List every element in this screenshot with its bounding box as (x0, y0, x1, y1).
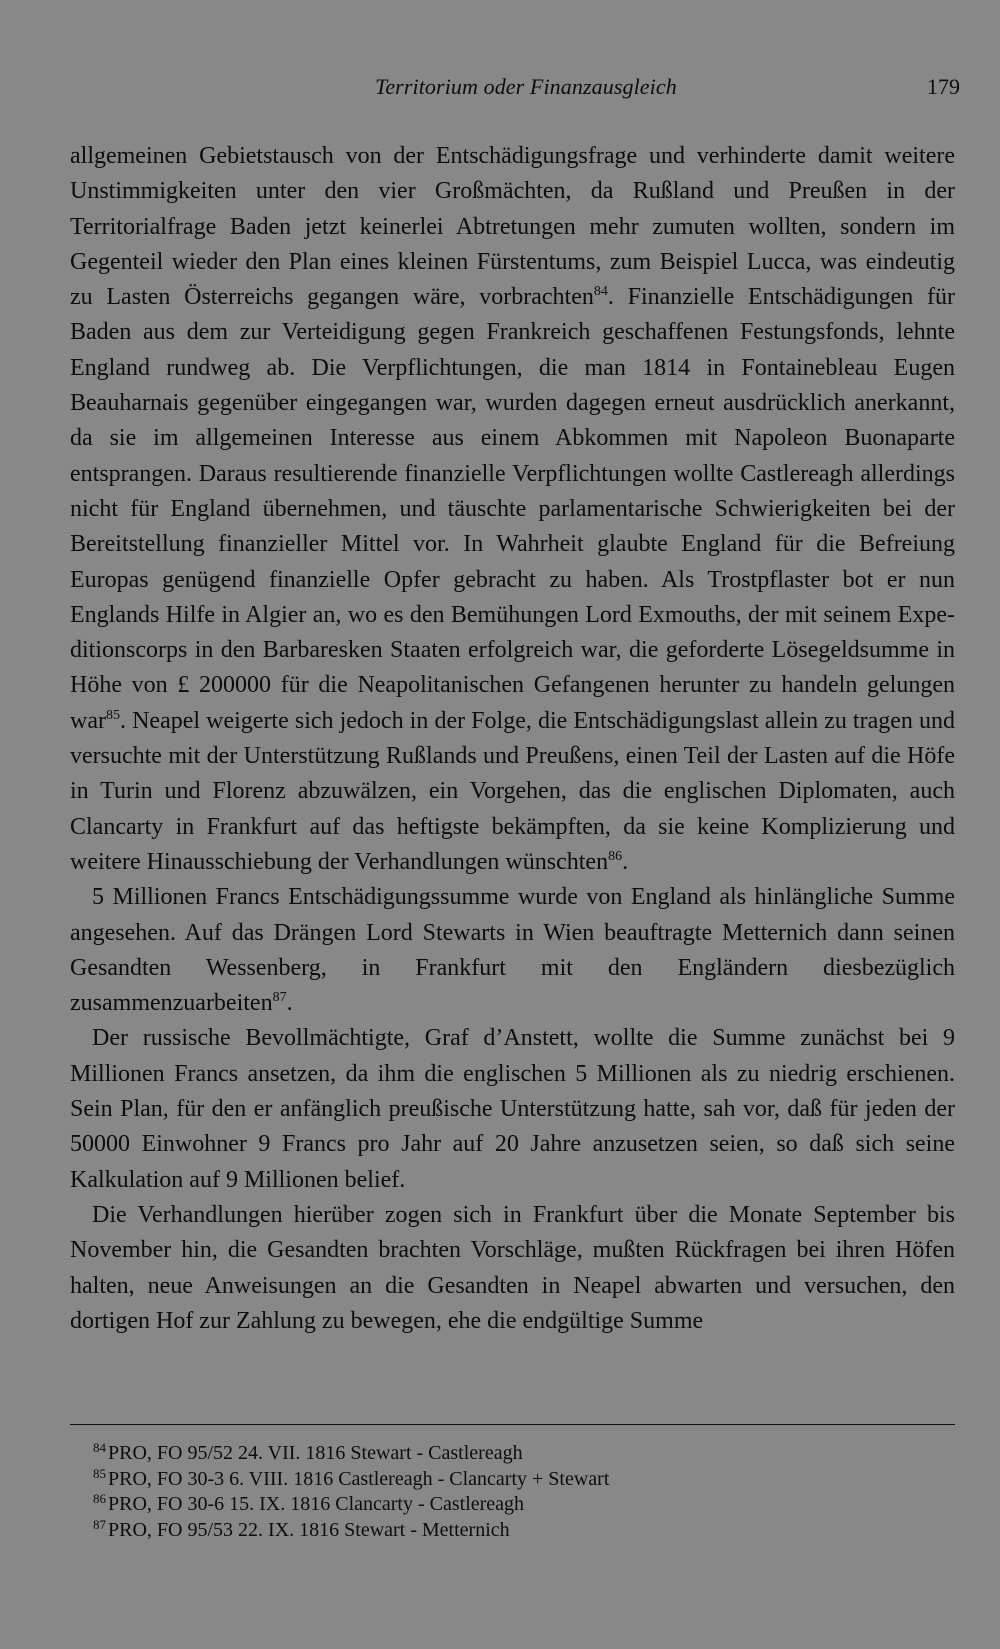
paragraph-1 (70, 139, 955, 880)
footnote-number: 87 (93, 1516, 106, 1532)
footnote-text: PRO, FO 30-6 15. IX. 1816 Clancarty - Castlereagh (108, 1493, 525, 1515)
footnote-text: PRO, FO 30-3 6. VIII. 1816 Castlereagh - Clancarty + Stewart (108, 1467, 610, 1490)
page-header (0, 72, 1000, 106)
paragraph-1-text-d: . (622, 848, 629, 875)
footnote-number: 84 (93, 1440, 106, 1455)
paragraph-2-text-a: 5 Millionen Francs Entschädigungssumme wurde von England als hinlängliche Summe angesehen. Auf das Drängen Lord Stewarts in Wien beauftragte Metternich dann seinen Gesandten Wessenberg, in Frankfurt mit den Engländern diesbezüglich zusammenzuarbeiten (70, 884, 955, 1017)
footnote-85 (93, 1467, 953, 1493)
body-text (70, 139, 955, 1339)
paragraph-1-text-a: allgemeinen Gebietstausch von der Entschädigungsfrage und verhinderte damit weitere Unstimmigkeiten unter den vier Großmächten, da Rußland und Preußen in der Territorialfrage Baden jetzt keinerlei Abtretungen mehr zumuten wollten, sondern im Gegenteil wieder den Plan eines kleinen Fürstentums, zum Beispiel Lucca, was eindeutig zu Lasten Österreichs gegangen wäre, vorbrachten (70, 143, 955, 311)
page-number: 179 (927, 74, 960, 99)
footnote-text: PRO, FO 95/52 24. VII. 1816 Stewart - Castlereagh (108, 1442, 523, 1464)
paragraph-1-text-b: . Finanzielle Entschädigungen für Baden aus dem zur Verteidigung gegen Frankreich geschaffenen Festungsfonds, lehnte England rundweg ab. Die Verpflichtungen, die man 1814 in Fontainebleau Eugen Beauharnais gegenüber eingegangen war, wurden dagegen erneut ausdrücklich anerkannt, da sie im allgemeinen Interesse aus einem Abkommen mit Napoleon Buonaparte entsprangen. Daraus resultierende finanzielle Verpflichtungen wollte Castlereagh allerdings nicht für England übernehmen, und täuschte parlamentarische Schwierigkeiten bei der Bereitstellung finanzieller Mittel vor. In Wahrheit glaubte England für die Befreiung Europas genügend finanzielle Opfer gebracht zu haben. Als Trostpflaster bot er nun Englands Hilfe in Algier an, wo es den Bemühungen Lord Exmouths, der mit seinem Expeditionscorps in den Barbaresken Staaten erfolgreich war, die geforderte Lösegeldsumme in Höhe von £ 200000 für die Neapolitanischen Gefangenen herunter zu handeln gelungen war (70, 284, 956, 734)
footnote-text: PRO, FO 95/53 22. IX. 1816 Stewart - Metternich (108, 1518, 510, 1541)
footnote-ref-86: 86 (608, 848, 623, 864)
footnote-number: 85 (93, 1465, 106, 1481)
footnotes (93, 1441, 953, 1543)
footnote-87 (93, 1518, 953, 1544)
paragraph-2 (70, 880, 955, 1021)
footnote-number: 86 (93, 1491, 106, 1506)
running-head: Territorium oder Finanzausgleich (375, 74, 677, 99)
footnote-ref-87: 87 (272, 990, 287, 1006)
footnote-ref-85: 85 (105, 707, 120, 723)
paragraph-3: Der russische Bevollmächtigte, Graf d’Anstett, wollte die Summe zunächst bei 9 Millionen Francs ansetzen, da ihm die englischen 5 Millionen als zu niedrig erschienen. Sein Plan, für den er anfänglich preußische Unterstützung hatte, sah vor, daß für jeden der 50000 Einwohner 9 Francs pro Jahr auf 20 Jahre anzusetzen seien, so daß sich seine Kalkulation auf 9 Millionen belief. (70, 1025, 955, 1193)
footnote-84 (93, 1441, 953, 1467)
footnote-divider (70, 1424, 955, 1425)
paragraph-4: Die Verhandlungen hierüber zogen sich in Frankfurt über die Monate September bis November hin, die Gesandten brachten Vorschläge, mußten Rückfragen bei ihren Höfen halten, neue Anweisungen an die Gesandten in Neapel abwarten und versuchen, den dortigen Hof zur Zahlung zu bewegen, ehe die endgültige Summe (70, 1201, 955, 1334)
paragraph-1-text-c: . Neapel weigerte sich jedoch in der Folge, die Entschädigungslast allein zu tragen und versuchte mit der Unterstützung Rußlands und Preußens, einen Teil der Lasten auf die Höfe in Turin und Florenz abzuwälzen, ein Vorgehen, das die englischen Diplomaten, auch Clancarty in Frankfurt auf das heftigste bekämpften, da sie keine Komplizierung und weitere Hinausschiebung der Verhandlungen wünschten (70, 707, 955, 875)
footnote-ref-84: 84 (593, 284, 608, 300)
paragraph-2-text-b: . (286, 990, 293, 1017)
footnote-86 (93, 1492, 953, 1518)
